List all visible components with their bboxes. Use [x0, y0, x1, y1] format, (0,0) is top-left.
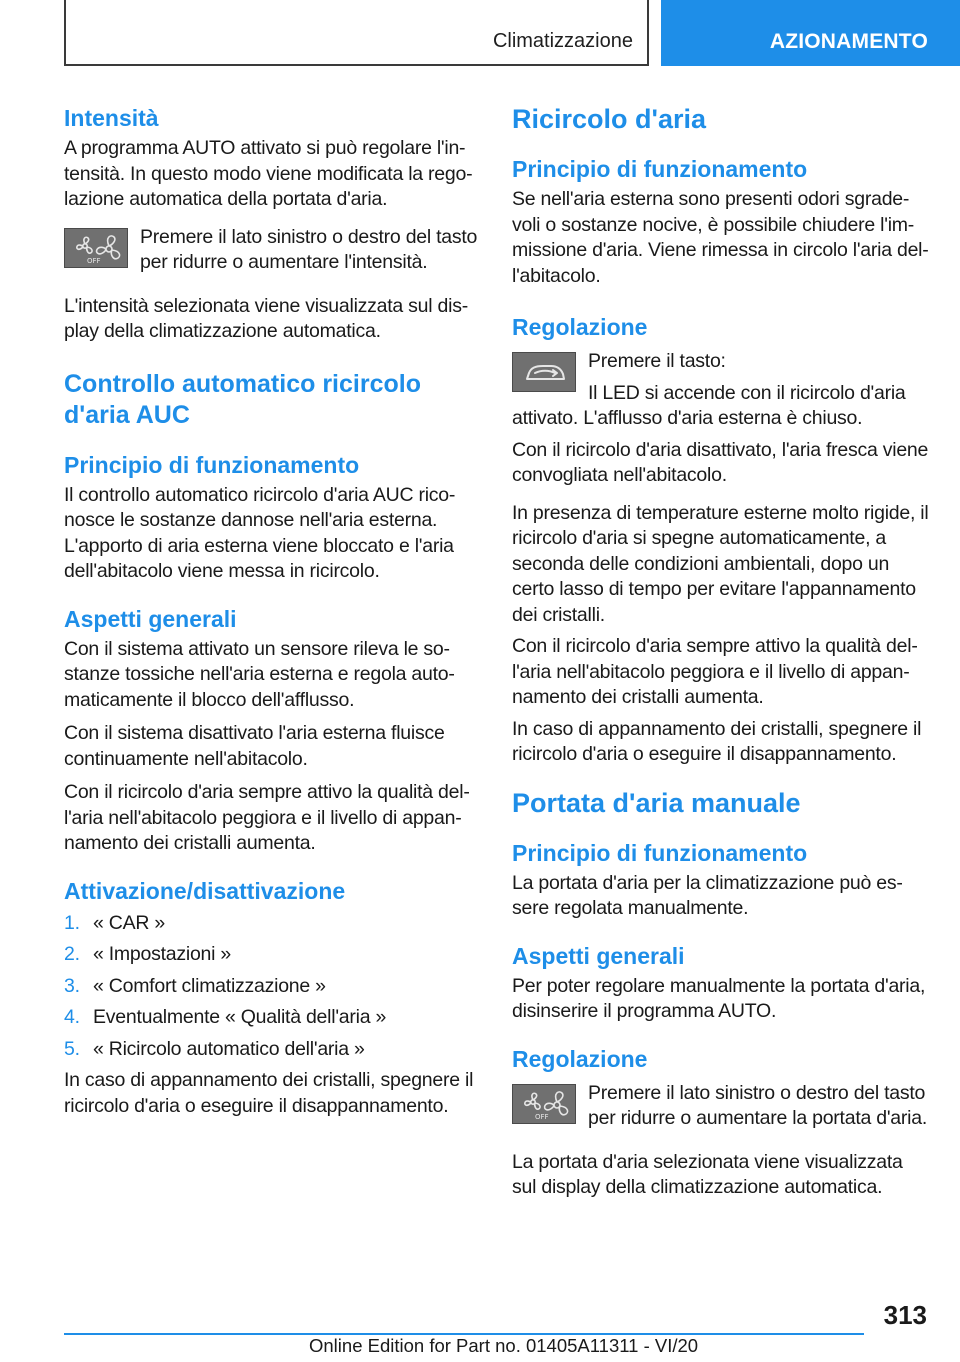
list-item: 2. « Impostazioni »: [64, 943, 231, 965]
heading-auc-attivazione: Attivazione/disattivazione: [64, 877, 346, 904]
portata-principio-body: La portata d'aria per la climatizzazione può es- sere regolata manualmente.: [512, 871, 903, 919]
list-item: 3. « Comfort climatizzazione »: [64, 974, 326, 997]
right-column: [512, 98, 930, 1201]
air-recirculation-button-icon: [512, 352, 576, 392]
heading-auc: Controllo automatico ricircolo d'aria AUC: [64, 369, 421, 429]
list-item: 1. « CAR »: [64, 911, 165, 934]
heading-ricircolo-regolazione: Regolazione: [512, 314, 648, 340]
heading-intensita: Intensità: [64, 105, 159, 131]
svg-text:OFF: OFF: [87, 256, 101, 265]
ricircolo-p1: Con il ricircolo d'aria disattivato, l'aria fresca viene convogliata nell'abitacolo.: [512, 438, 929, 486]
heading-portata: Portata d'aria manuale: [512, 787, 801, 818]
ricircolo-key-text-1: Premere il tasto:: [588, 350, 726, 372]
heading-portata-principio: Principio di funzionamento: [512, 839, 808, 866]
header-chapter-title: AZIONAMENTO: [769, 30, 928, 53]
ricircolo-p4: In caso di appannamento dei cristalli, spegnere il ricircolo d'aria o eseguire il disappannamento.: [512, 717, 922, 765]
intensita-after: L'intensità selezionata viene visualizzata sul dis- play della climatizzazione automatica.: [64, 294, 468, 342]
auc-steps-list: [64, 911, 482, 1063]
ricircolo-p2: In presenza di temperature esterne molto rigide, il ricircolo d'aria si spegne automaticamente, a seconda delle condizioni ambientali, dopo un certo lasso di tempo per evitare l'appannamento dei cristalli.: [512, 501, 929, 626]
intensita-body: A programma AUTO attivato si può regolare l'in- tensità. In questo modo viene modificata la rego- lazione automatica della portata d'aria.: [64, 137, 473, 210]
svg-text:OFF: OFF: [535, 1112, 549, 1121]
portata-key-row: [512, 1081, 930, 1132]
heading-ricircolo-principio: Principio di funzionamento: [512, 156, 808, 182]
heading-ricircolo: Ricircolo d'aria: [512, 104, 706, 134]
portata-aspetti-body: Per poter regolare manualmente la portata d'aria, disinserire il programma AUTO.: [512, 974, 926, 1022]
footer-edition: Online Edition for Part no. 01405A11311 - VI/20: [309, 1335, 699, 1356]
ricircolo-principio-body: Se nell'aria esterna sono presenti odori sgrade- voli o sostanze nocive, è possibile chiudere l'im- missione d'aria. Viene rimessa in circolo l'aria del- l'abitacolo.: [512, 188, 929, 287]
ricircolo-key-row: [512, 349, 930, 406]
fan-off-button-icon: [512, 1084, 576, 1124]
left-column: [64, 98, 482, 1119]
header-section-title: Climatizzazione: [492, 30, 633, 52]
portata-key-text: Premere il lato sinistro o destro del tasto per ridurre o aumentare la portata d'aria.: [588, 1081, 927, 1129]
ricircolo-p3: Con il ricircolo d'aria sempre attivo la qualità del- l'aria nell'abitacolo peggiora e il livello di appan- namento dei cristalli aumenta.: [512, 635, 918, 708]
heading-auc-aspetti: Aspetti generali: [64, 605, 237, 632]
header-chapter-tab: [661, 0, 960, 66]
page-number: 313: [883, 1300, 927, 1330]
portata-after: La portata d'aria selezionata viene visualizzata sul display della climatizzazione automatica.: [512, 1150, 903, 1198]
intensita-key-row: [64, 225, 482, 276]
list-item: 5. « Ricircolo automatico dell'aria »: [64, 1037, 365, 1060]
intensita-key-text: Premere il lato sinistro o destro del tasto per ridurre o aumentare l'intensità.: [140, 225, 478, 273]
heading-portata-regolazione: Regolazione: [512, 1045, 648, 1072]
auc-final: In caso di appannamento dei cristalli, spegnere il ricircolo d'aria o eseguire il disappannamento.: [64, 1069, 474, 1117]
auc-aspetti-p3: Con il ricircolo d'aria sempre attivo la qualità del- l'aria nell'abitacolo peggiora e il livello di appan- namento dei cristalli aumenta.: [64, 781, 470, 854]
fan-off-button-icon: [64, 228, 128, 268]
auc-principio-body: Il controllo automatico ricircolo d'aria AUC rico- nosce le sostanze dannose nell'aria esterna. L'apporto di aria esterna viene bloccato e l'aria dell'abitacolo viene messa in ricircolo.: [64, 483, 456, 582]
auc-aspetti-p1: Con il sistema attivato un sensore rileva le so- stanze tossiche nell'aria esterna e regola auto- maticamente il blocco dell'afflusso.: [64, 637, 455, 711]
heading-auc-principio: Principio di funzionamento: [64, 451, 360, 478]
ricircolo-key-text-2: Il LED si accende con il ricircolo d'aria: [588, 381, 906, 404]
heading-portata-aspetti: Aspetti generali: [512, 942, 685, 969]
auc-aspetti-p2: Con il sistema disattivato l'aria esterna fluisce continuamente nell'abitacolo.: [64, 722, 445, 770]
ricircolo-key-cont: attivato. L'afflusso d'aria esterna è chiuso.: [512, 407, 863, 429]
header-section-box: [64, 0, 649, 66]
list-item: 4. Eventualmente « Qualità dell'aria »: [64, 1006, 387, 1028]
